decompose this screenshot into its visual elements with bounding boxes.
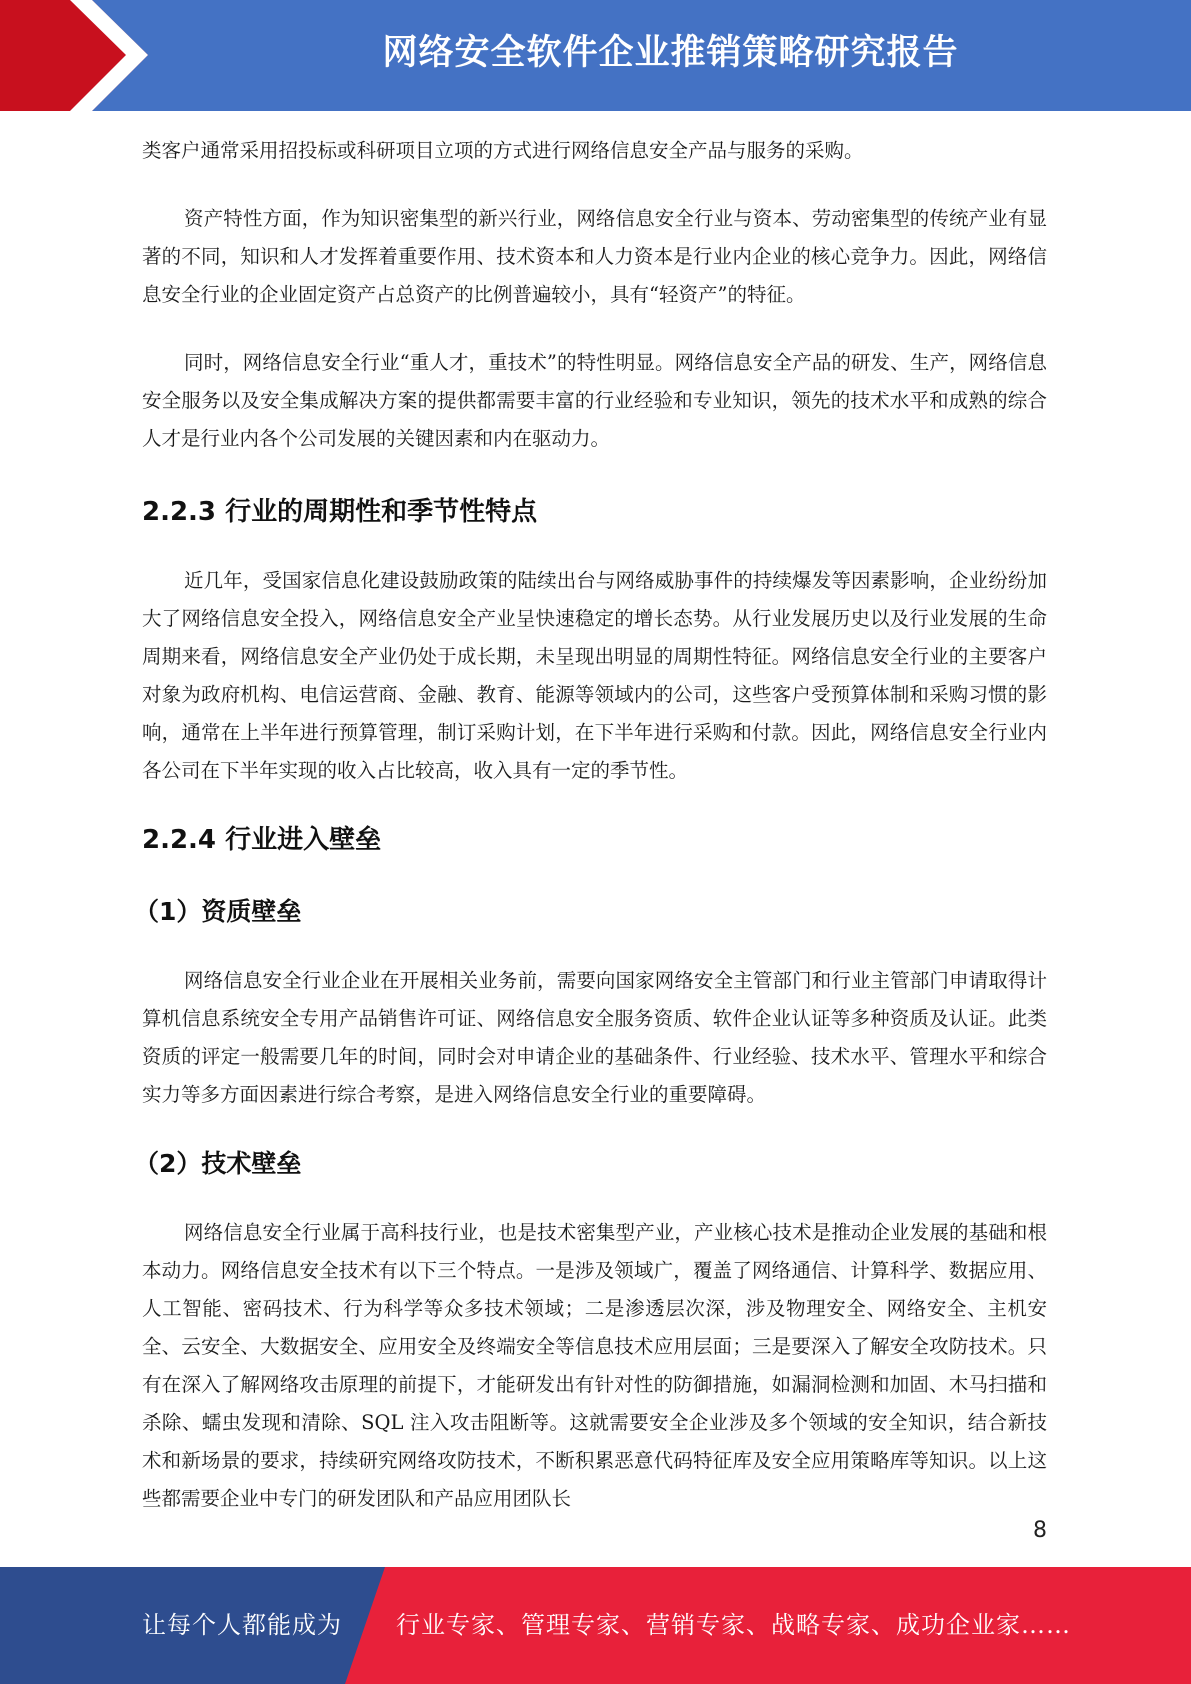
header-banner — [0, 0, 1191, 111]
paragraph-asset-characteristics: 资产特性方面，作为知识密集型的新兴行业，网络信息安全行业与资本、劳动密集型的传统产业有显著的不同，知识和人才发挥着重要作用、技术资本和人力资本是行业内企业的核心竞争力。因此，网络信息安全行业的企业固定资产占总资产的比例普遍较小，具有“轻资产”的特征。 — [142, 207, 1047, 306]
document-title: 网络安全软件企业推销策略研究报告 — [382, 33, 959, 73]
paragraph-talent-technology: 同时，网络信息安全行业“重人才，重技术”的特性明显。网络信息安全产品的研发、生产，网络信息安全服务以及安全集成解决方案的提供都需要丰富的行业经验和专业知识，领先的技术水平和成熟的综合人才是行业内各个公司发展的关键因素和内在驱动力。 — [142, 351, 1047, 450]
footer-slogan-right: 行业专家、管理专家、营销专家、战略专家、成功企业家…… — [396, 1611, 1071, 1639]
subheading-technology-barrier: （2）技术壁垒 — [134, 1149, 302, 1178]
subheading-qualification-barrier: （1）资质壁垒 — [134, 897, 302, 926]
footer-slogan-left: 让每个人都能成为 — [142, 1611, 342, 1639]
footer-banner — [0, 1567, 1191, 1684]
paragraph-technology-barrier: 网络信息安全行业属于高科技行业，也是技术密集型产业，产业核心技术是推动企业发展的基础和根本动力。网络信息安全技术有以下三个特点。一是涉及领域广，覆盖了网络通信、计算科学、数据应用、人工智能、密码技术、行为科学等众多技术领域；二是渗透层次深，涉及物理安全、网络安全、主机安全、云安全、大数据安全、应用安全及终端安全等信息技术应用层面；三是要深入了解安全攻防技术。只有在深入了解网络攻击原理的前提下，才能研发出有针对性的防御措施，如漏洞检测和加固、木马扫描和杀除、蠕虫发现和清除、SQL 注入攻击阻断等。这就需要安全企业涉及多个领域的安全知识，结合新技术和新场景的要求，持续研究网络攻防技术，不断积累恶意代码特征库及安全应用策略库等知识。以上这些都需要企业中专门的研发团队和产品应用团队长 — [142, 1221, 1047, 1510]
section-heading-2-2-3: 2.2.3 行业的周期性和季节性特点 — [142, 497, 538, 527]
page-number: 8 — [1033, 1518, 1047, 1543]
paragraph-continued: 类客户通常采用招投标或科研项目立项的方式进行网络信息安全产品与服务的采购。 — [142, 139, 864, 162]
section-heading-2-2-4: 2.2.4 行业进入壁垒 — [142, 825, 382, 855]
paragraph-qualification-barrier: 网络信息安全行业企业在开展相关业务前，需要向国家网络安全主管部门和行业主管部门申请取得计算机信息系统安全专用产品销售许可证、网络信息安全服务资质、软件企业认证等多种资质及认证。此类资质的评定一般需要几年的时间，同时会对申请企业的基础条件、行业经验、技术水平、管理水平和综合实力等多方面因素进行综合考察，是进入网络信息安全行业的重要障碍。 — [142, 969, 1047, 1106]
header-red-arrow-shape — [0, 0, 160, 111]
paragraph-cyclicality: 近几年，受国家信息化建设鼓励政策的陆续出台与网络威胁事件的持续爆发等因素影响，企业纷纷加大了网络信息安全投入，网络信息安全产业呈快速稳定的增长态势。从行业发展历史以及行业发展的生命周期来看，网络信息安全产业仍处于成长期，未呈现出明显的周期性特征。网络信息安全行业的主要客户对象为政府机构、电信运营商、金融、教育、能源等领域内的公司，这些客户受预算体制和采购习惯的影响，通常在上半年进行预算管理，制订采购计划，在下半年进行采购和付款。因此，网络信息安全行业内各公司在下半年实现的收入占比较高，收入具有一定的季节性。 — [142, 569, 1047, 782]
page-content — [134, 132, 1047, 1518]
